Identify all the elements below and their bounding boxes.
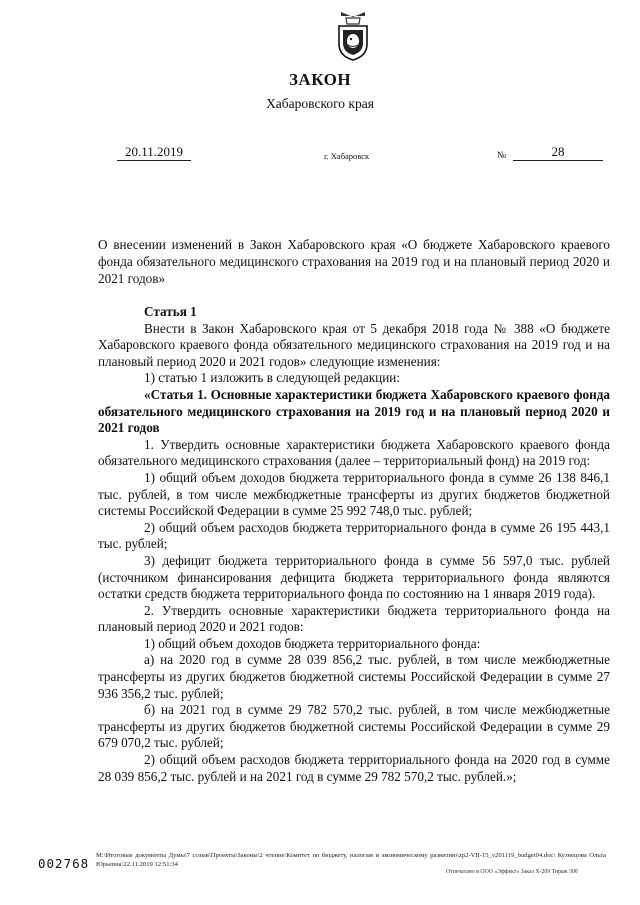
law-city: г. Хабаровск xyxy=(324,151,370,161)
paragraph: Внести в Закон Хабаровского края от 5 декабря 2018 года № 388 «О бюджете Хабаровского краевого фонда обязательного медицинского страхования на 2019 год и на плановый период 2020 и 2021 годов» следующие изменения: xyxy=(98,320,610,369)
paragraph: 2) общий объем расходов бюджета территориального фонда в сумме 26 195 443,1 тыс. рублей; xyxy=(98,519,610,552)
article-heading: Статья 1 xyxy=(144,304,197,319)
print-note: Отпечатано в ООО «Эффект» Заказ Х-209 Тираж 300 xyxy=(446,869,578,875)
paragraph: 1) общий объем доходов бюджета территориального фонда в сумме 26 138 846,1 тыс. рублей, в том числе межбюджетные трансферты из других бюджетов бюджетной системы Российской Федерации в сумме 25 992 748,0 тыс. рублей; xyxy=(98,469,610,519)
paragraph: б) на 2021 год в сумме 29 782 570,2 тыс. рублей, в том числе межбюджетные трансферты из других бюджетов бюджетной системы Российской Федерации в сумме 29 679 070,2 тыс. рублей; xyxy=(98,702,610,751)
paragraph: а) на 2020 год в сумме 28 039 856,2 тыс. рублей, в том числе межбюджетные трансферты из других бюджетов бюджетной системы Российской Федерации в сумме 27 936 356,2 тыс. рублей; xyxy=(98,652,610,701)
law-number: 28 xyxy=(513,143,603,161)
article-title-bold: «Статья 1. Основные характеристики бюджета Хабаровского краевого фонда обязательного медицинского страхования на 2019 год и на плановый период 2020 и 2021 годов xyxy=(98,386,610,436)
file-path: М:\Итоговые документы Думы\7 созыв\Проекты\Законы\2 чтение\Комитет по бюджету, налогам и экономическому развитию\zp2-VII-15_v201119_budget04.doc\ Кузнецова Ольга Юрьевна\22.11.2019 12:51:34 xyxy=(96,852,606,868)
law-title: ЗАКОН xyxy=(288,70,352,89)
paragraph: 2) общий объем расходов бюджета территориального фонда на 2020 год в сумме 28 039 856,2 тыс. рублей и на 2021 год в сумме 29 782 570,2 тыс. рублей.»; xyxy=(98,752,610,784)
law-subject: О внесении изменений в Закон Хабаровского края «О бюджете Хабаровского краевого фонда обязательного медицинского страхования на 2019 год и на плановый период 2020 и 2021 годов» xyxy=(98,237,610,287)
paragraph: 1) статью 1 изложить в следующей редакции: xyxy=(144,370,400,386)
paragraph: 3) дефицит бюджета территориального фонда в сумме 56 597,0 тыс. рублей (источником финансирования дефицита бюджета территориального фонда являются остатки средств бюджета территориального фонда по состоянию на 1 января 2019 года). xyxy=(98,552,610,602)
law-region: Хабаровского края xyxy=(266,96,374,111)
paragraph: 1) общий объем доходов бюджета территориального фонда: xyxy=(144,635,481,651)
law-body xyxy=(98,304,610,785)
paragraph: 2. Утвердить основные характеристики бюджета территориального фонда на плановый период 2020 и 2021 годов: xyxy=(98,602,610,635)
law-date: 20.11.2019 xyxy=(117,143,191,161)
paragraph: 1. Утвердить основные характеристики бюджета Хабаровского краевого фонда обязательного медицинского страхования (далее – территориальный фонд) на 2019 год: xyxy=(98,436,610,469)
number-sign: № xyxy=(497,151,507,161)
coat-of-arms-icon xyxy=(334,10,372,62)
document-number: 002768 xyxy=(38,856,90,871)
